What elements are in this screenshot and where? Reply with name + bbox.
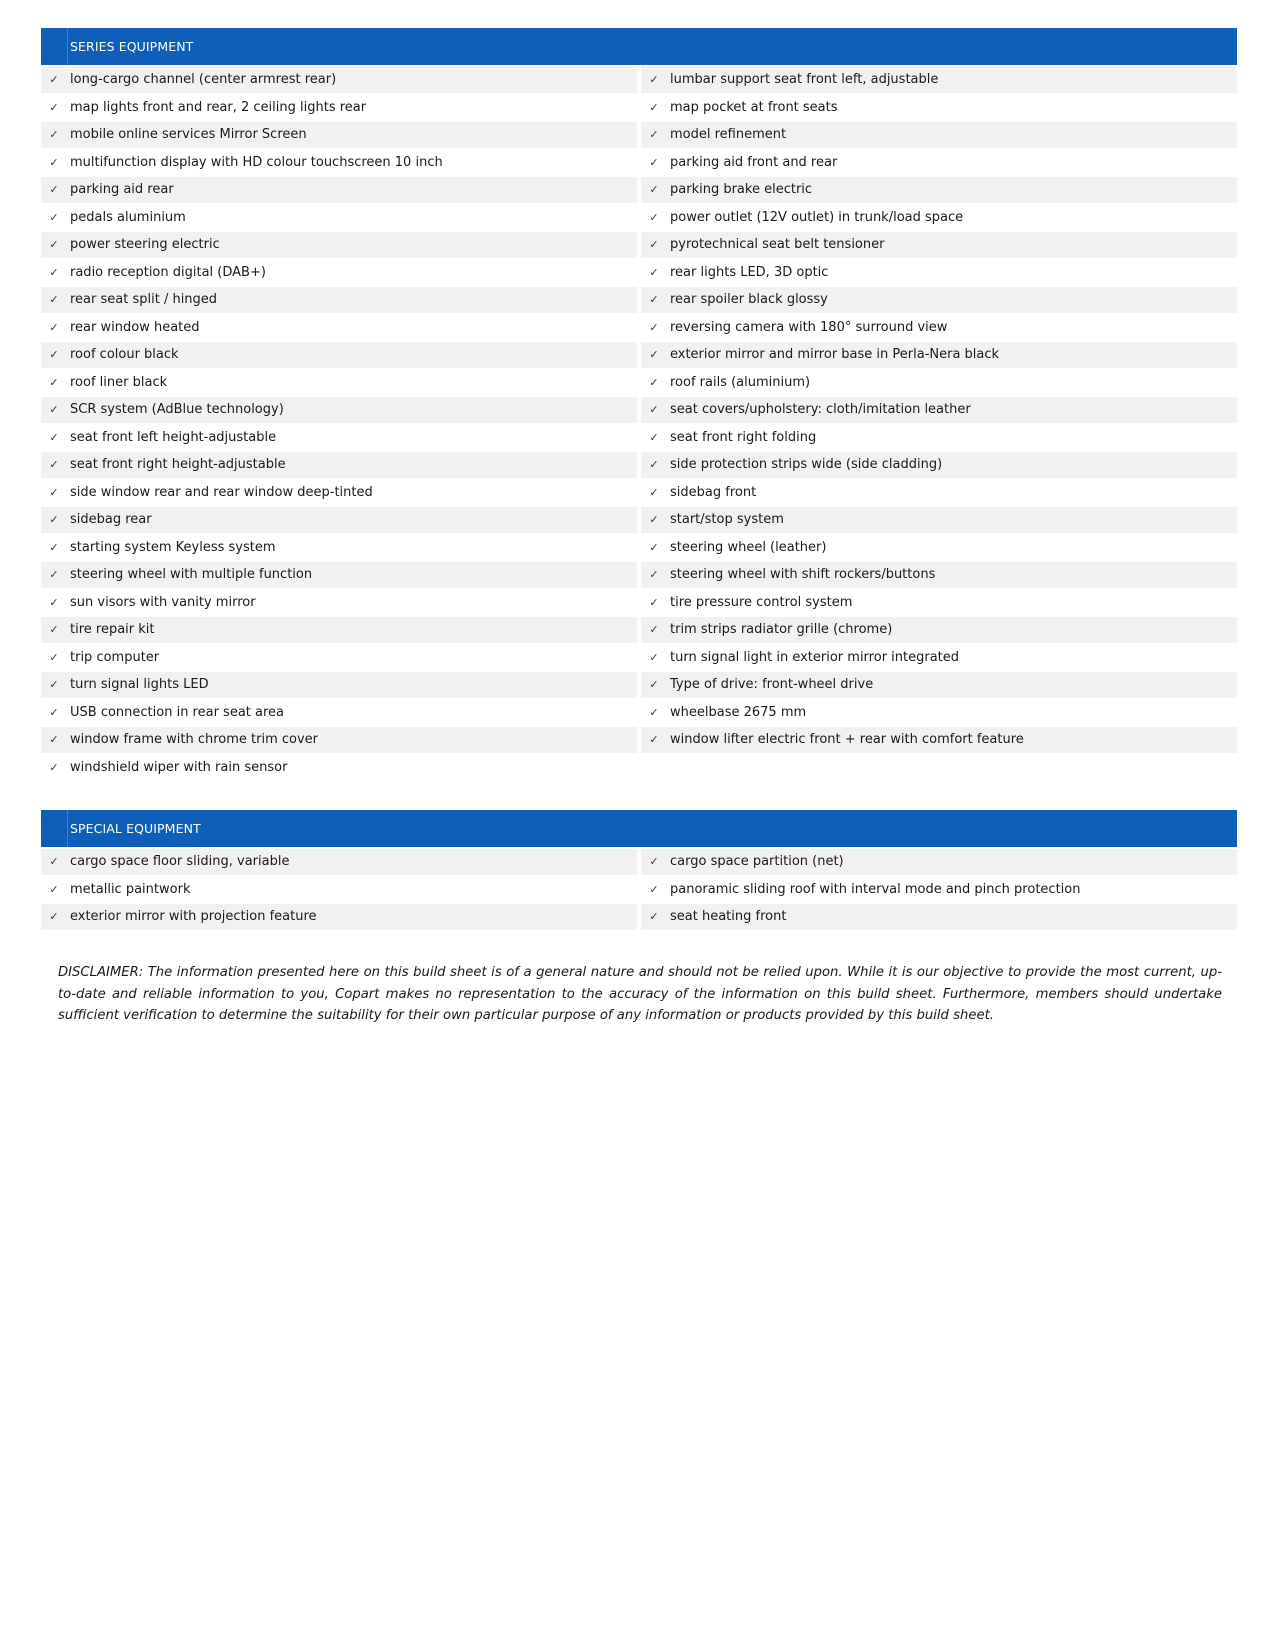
equipment-item-label: model refinement [670, 127, 787, 143]
checkmark-icon: ✓ [49, 705, 59, 719]
series-equipment-header [41, 28, 1237, 65]
equipment-item-label: metallic paintwork [70, 881, 191, 897]
equipment-item-label: map pocket at front seats [670, 99, 838, 115]
equipment-item [41, 150, 637, 176]
disclaimer-text: DISCLAIMER: The information presented here on this build sheet is of a general nature and should not be relied upon. While it is our objective to provide the most current, up-to-date and reliable information to you, Copart makes no representation to the accuracy of the information on this build sheet. Furthermore, members should undertake sufficient verification to determine the suitability for their own particular purpose of any information or products provided by this build sheet. [58, 965, 1222, 1023]
equipment-item [41, 95, 637, 121]
equipment-item [41, 727, 637, 753]
checkmark-icon: ✓ [49, 183, 59, 197]
equipment-item-label: multifunction display with HD colour touchscreen 10 inch [70, 154, 443, 170]
checkmark-icon: ✓ [49, 760, 59, 774]
checkmark-icon: ✓ [649, 320, 659, 334]
equipment-item [641, 67, 1237, 93]
checkmark-icon: ✓ [649, 430, 659, 444]
checkmark-icon: ✓ [649, 568, 659, 582]
equipment-item-label: roof colour black [70, 347, 179, 363]
equipment-item [41, 645, 637, 671]
header-spacer-cell [41, 28, 68, 65]
equipment-item [41, 590, 637, 616]
equipment-item [641, 480, 1237, 506]
equipment-item-label: radio reception digital (DAB+) [70, 264, 266, 280]
checkmark-icon: ✓ [49, 320, 59, 334]
equipment-item [41, 425, 637, 451]
checkmark-icon: ✓ [649, 623, 659, 637]
equipment-item [41, 232, 637, 258]
checkmark-icon: ✓ [649, 155, 659, 169]
checkmark-icon: ✓ [49, 678, 59, 692]
equipment-item-label: seat front left height-adjustable [70, 429, 277, 445]
equipment-item [41, 755, 637, 781]
checkmark-icon: ✓ [649, 458, 659, 472]
checkmark-icon: ✓ [649, 705, 659, 719]
equipment-item-label: exterior mirror and mirror base in Perla-Nera black [670, 347, 1000, 363]
checkmark-icon: ✓ [649, 238, 659, 252]
checkmark-icon: ✓ [49, 733, 59, 747]
equipment-item-label: power steering electric [70, 237, 220, 253]
checkmark-icon: ✓ [49, 513, 59, 527]
equipment-item [641, 205, 1237, 231]
checkmark-icon: ✓ [49, 210, 59, 224]
checkmark-icon: ✓ [49, 855, 59, 869]
equipment-item-label: tire repair kit [70, 622, 155, 638]
equipment-item-label: rear spoiler black glossy [670, 292, 828, 308]
equipment-item-label: cargo space floor sliding, variable [70, 854, 290, 870]
checkmark-icon: ✓ [649, 100, 659, 114]
equipment-item-label: rear window heated [70, 319, 200, 335]
equipment-item [41, 904, 637, 930]
checkmark-icon: ✓ [49, 100, 59, 114]
equipment-item-label: turn signal light in exterior mirror integrated [670, 649, 960, 665]
equipment-item-label: turn signal lights LED [70, 677, 209, 693]
equipment-item [41, 562, 637, 588]
equipment-item [641, 150, 1237, 176]
equipment-item [41, 877, 637, 903]
equipment-item [641, 397, 1237, 423]
equipment-item [41, 617, 637, 643]
checkmark-icon: ✓ [649, 733, 659, 747]
equipment-item-label: parking aid front and rear [670, 154, 838, 170]
equipment-item [641, 232, 1237, 258]
equipment-item-label: seat heating front [670, 909, 787, 925]
equipment-item-label: roof liner black [70, 374, 168, 390]
equipment-item [41, 535, 637, 561]
checkmark-icon: ✓ [649, 650, 659, 664]
equipment-item-label: starting system Keyless system [70, 539, 276, 555]
equipment-item [41, 122, 637, 148]
equipment-item [641, 700, 1237, 726]
equipment-item-label: steering wheel with multiple function [70, 567, 313, 583]
equipment-item [641, 425, 1237, 451]
checkmark-icon: ✓ [49, 595, 59, 609]
equipment-item-label: panoramic sliding roof with interval mode and pinch protection [670, 881, 1081, 897]
equipment-item [641, 95, 1237, 121]
checkmark-icon: ✓ [49, 128, 59, 142]
equipment-item [41, 205, 637, 231]
equipment-item-label: Type of drive: front-wheel drive [670, 677, 874, 693]
equipment-item [641, 645, 1237, 671]
equipment-item-label: rear lights LED, 3D optic [670, 264, 829, 280]
checkmark-icon: ✓ [649, 403, 659, 417]
equipment-item-label: SCR system (AdBlue technology) [70, 402, 284, 418]
equipment-item-label: roof rails (aluminium) [670, 374, 811, 390]
checkmark-icon: ✓ [649, 882, 659, 896]
checkmark-icon: ✓ [649, 595, 659, 609]
equipment-item [641, 562, 1237, 588]
equipment-item [641, 122, 1237, 148]
equipment-item-label: tire pressure control system [670, 594, 853, 610]
checkmark-icon: ✓ [49, 910, 59, 924]
equipment-item-label: seat covers/upholstery: cloth/imitation leather [670, 402, 971, 418]
checkmark-icon: ✓ [649, 183, 659, 197]
checkmark-icon: ✓ [649, 375, 659, 389]
checkmark-icon: ✓ [49, 375, 59, 389]
checkmark-icon: ✓ [649, 265, 659, 279]
checkmark-icon: ✓ [649, 678, 659, 692]
equipment-item [41, 397, 637, 423]
equipment-item-label: parking brake electric [670, 182, 813, 198]
equipment-item-label: long-cargo channel (center armrest rear) [70, 72, 337, 88]
checkmark-icon: ✓ [49, 348, 59, 362]
equipment-item [641, 849, 1237, 875]
special-equipment-title: SPECIAL EQUIPMENT [70, 821, 201, 836]
equipment-item-label: pedals aluminium [70, 209, 186, 225]
checkmark-icon: ✓ [649, 540, 659, 554]
header-spacer-cell [41, 810, 68, 847]
equipment-item-label: sun visors with vanity mirror [70, 594, 256, 610]
checkmark-icon: ✓ [49, 650, 59, 664]
equipment-item-label: pyrotechnical seat belt tensioner [670, 237, 885, 253]
checkmark-icon: ✓ [649, 73, 659, 87]
equipment-item-label: reversing camera with 180° surround view [670, 319, 948, 335]
equipment-item [641, 672, 1237, 698]
equipment-item-label: sidebag rear [70, 512, 152, 528]
checkmark-icon: ✓ [649, 348, 659, 362]
equipment-item [641, 177, 1237, 203]
checkmark-icon: ✓ [49, 430, 59, 444]
checkmark-icon: ✓ [49, 265, 59, 279]
equipment-item [41, 452, 637, 478]
equipment-item-label: map lights front and rear, 2 ceiling lights rear [70, 99, 367, 115]
equipment-item [41, 480, 637, 506]
equipment-item [641, 590, 1237, 616]
checkmark-icon: ✓ [649, 855, 659, 869]
equipment-item [41, 67, 637, 93]
equipment-item [41, 260, 637, 286]
equipment-item-label: mobile online services Mirror Screen [70, 127, 307, 143]
checkmark-icon: ✓ [649, 210, 659, 224]
series-equipment-title: SERIES EQUIPMENT [70, 39, 194, 54]
equipment-item [641, 315, 1237, 341]
equipment-item [41, 672, 637, 698]
equipment-item-label: USB connection in rear seat area [70, 704, 285, 720]
checkmark-icon: ✓ [49, 623, 59, 637]
equipment-item [41, 315, 637, 341]
equipment-item [41, 700, 637, 726]
checkmark-icon: ✓ [49, 882, 59, 896]
equipment-item-label: steering wheel (leather) [670, 539, 827, 555]
equipment-item [641, 727, 1237, 753]
equipment-item-label: window frame with chrome trim cover [70, 732, 319, 748]
checkmark-icon: ✓ [49, 238, 59, 252]
equipment-item [641, 617, 1237, 643]
equipment-item [641, 535, 1237, 561]
checkmark-icon: ✓ [649, 128, 659, 142]
equipment-item-label: lumbar support seat front left, adjustable [670, 72, 939, 88]
special-equipment-header [41, 810, 1237, 847]
equipment-item-label: side window rear and rear window deep-tinted [70, 484, 373, 500]
equipment-item [641, 877, 1237, 903]
equipment-item [41, 177, 637, 203]
checkmark-icon: ✓ [49, 485, 59, 499]
equipment-item-label: exterior mirror with projection feature [70, 909, 317, 925]
checkmark-icon: ✓ [49, 73, 59, 87]
equipment-item [641, 370, 1237, 396]
checkmark-icon: ✓ [49, 403, 59, 417]
checkmark-icon: ✓ [649, 293, 659, 307]
equipment-item [41, 287, 637, 313]
checkmark-icon: ✓ [649, 513, 659, 527]
equipment-item-label: steering wheel with shift rockers/buttons [670, 567, 936, 583]
equipment-item [641, 904, 1237, 930]
checkmark-icon: ✓ [49, 458, 59, 472]
equipment-item-label: window lifter electric front + rear with comfort feature [670, 732, 1024, 748]
checkmark-icon: ✓ [49, 293, 59, 307]
special-equipment-list [41, 849, 1237, 932]
equipment-item-label: cargo space partition (net) [670, 854, 844, 870]
equipment-item-label: windshield wiper with rain sensor [70, 759, 288, 775]
equipment-item-label: parking aid rear [70, 182, 174, 198]
equipment-item [641, 260, 1237, 286]
equipment-item-label: power outlet (12V outlet) in trunk/load space [670, 209, 964, 225]
equipment-item-label: seat front right height-adjustable [70, 457, 286, 473]
checkmark-icon: ✓ [649, 910, 659, 924]
equipment-item-label: side protection strips wide (side cladding) [670, 457, 943, 473]
equipment-item-label: wheelbase 2675 mm [670, 704, 807, 720]
series-equipment-list [41, 67, 1237, 782]
equipment-item-label: start/stop system [670, 512, 784, 528]
equipment-item [641, 452, 1237, 478]
equipment-item-label: rear seat split / hinged [70, 292, 218, 308]
equipment-item [641, 342, 1237, 368]
equipment-item [641, 507, 1237, 533]
equipment-item [41, 342, 637, 368]
checkmark-icon: ✓ [49, 155, 59, 169]
checkmark-icon: ✓ [49, 568, 59, 582]
equipment-item [41, 507, 637, 533]
equipment-item-label: seat front right folding [670, 429, 817, 445]
equipment-item [641, 287, 1237, 313]
equipment-item-label: trim strips radiator grille (chrome) [670, 622, 893, 638]
equipment-item-label: sidebag front [670, 484, 757, 500]
equipment-item-label: trip computer [70, 649, 160, 665]
equipment-sheet [41, 28, 1237, 932]
checkmark-icon: ✓ [649, 485, 659, 499]
equipment-item [41, 370, 637, 396]
equipment-item [41, 849, 637, 875]
checkmark-icon: ✓ [49, 540, 59, 554]
